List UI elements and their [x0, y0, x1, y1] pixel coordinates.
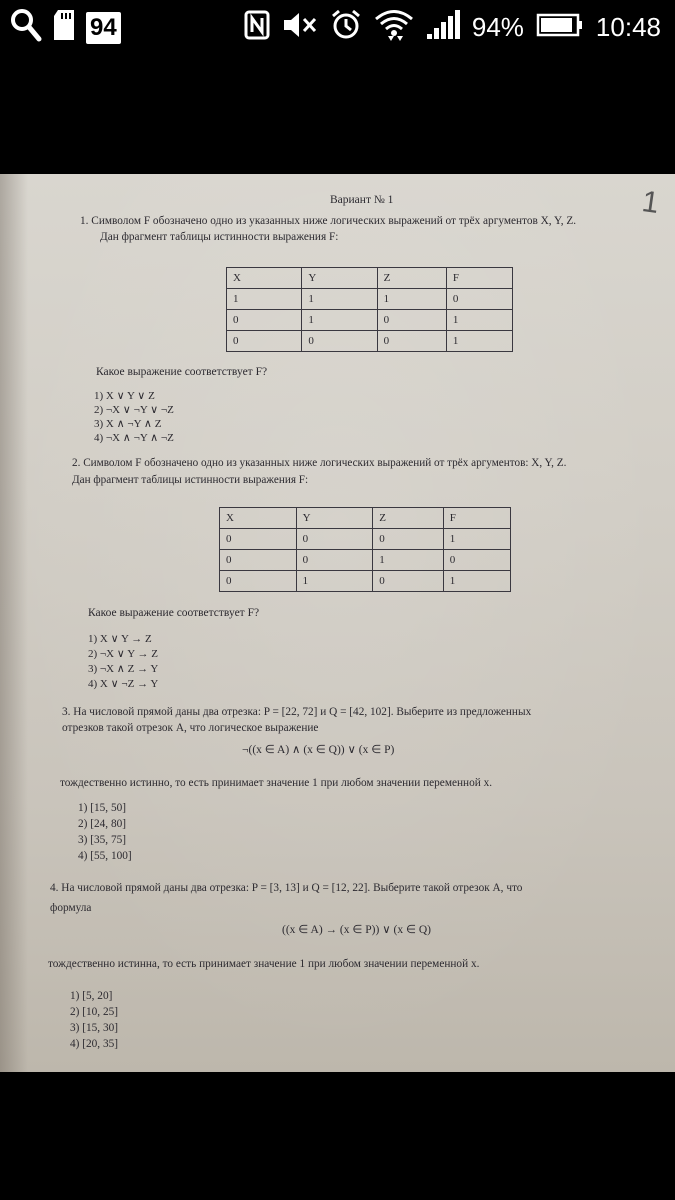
clock: 10:48 — [595, 12, 661, 42]
task4-line1: 4. На числовой прямой даны два отрезка: P = [3, 13] и Q = [12, 22]. Выберите такой отрезок A, что — [50, 882, 523, 894]
task1-truth-table — [226, 267, 513, 352]
task2-option: 2) ¬X ∨ Y → Z — [88, 648, 158, 660]
table-cell: 1 — [443, 529, 510, 550]
table-header-cell: X — [220, 508, 297, 529]
table-cell: 0 — [227, 310, 302, 331]
task2-line2: Дан фрагмент таблицы истинности выражения F: — [72, 474, 309, 486]
table-cell: 0 — [227, 331, 302, 352]
table-cell: 0 — [446, 289, 512, 310]
task2-option: 3) ¬X ∧ Z → Y — [88, 663, 159, 675]
table-cell: 0 — [296, 550, 373, 571]
photo-viewer[interactable] — [0, 174, 675, 1072]
table-cell: 0 — [377, 331, 446, 352]
table-header-cell: F — [446, 268, 512, 289]
task1-line2: Дан фрагмент таблицы истинности выражения F: — [100, 231, 339, 243]
battery-icon — [536, 12, 584, 43]
table-row — [227, 331, 513, 352]
table-header-cell: F — [443, 508, 510, 529]
signal-icon — [426, 10, 460, 45]
table-cell: 1 — [227, 289, 302, 310]
task4-line2: формула — [50, 902, 92, 914]
table-cell: 1 — [373, 550, 443, 571]
task4-option: 4) [20, 35] — [70, 1038, 119, 1050]
task2-option: 4) X ∨ ¬Z → Y — [88, 678, 159, 690]
task2-truth-table — [219, 507, 511, 592]
task1-option: 1) X ∨ Y ∨ Z — [94, 390, 155, 402]
table-header-cell: Z — [373, 508, 443, 529]
task2-question: Какое выражение соответствует F? — [88, 607, 260, 619]
page-mark: 1 — [639, 185, 661, 221]
task1-question: Какое выражение соответствует F? — [96, 366, 268, 378]
table-row — [227, 289, 513, 310]
sd-card-icon — [52, 8, 76, 47]
status-bar-left — [10, 8, 121, 47]
task3-option: 3) [35, 75] — [78, 834, 127, 846]
table-header-row — [220, 508, 511, 529]
task3-line2: отрезков такой отрезок A, что логическое выражение — [62, 722, 319, 734]
status-bar — [0, 0, 675, 50]
task1-option: 2) ¬X ∨ ¬Y ∨ ¬Z — [94, 404, 174, 416]
task3-line1: 3. На числовой прямой даны два отрезка: P = [22, 72] и Q = [42, 102]. Выберите из предложенных — [62, 706, 532, 718]
table-cell: 0 — [443, 550, 510, 571]
table-cell: 0 — [220, 550, 297, 571]
task4-option: 2) [10, 25] — [70, 1006, 119, 1018]
table-row — [220, 529, 511, 550]
table-cell: 0 — [220, 571, 297, 592]
task4-option: 1) [5, 20] — [70, 990, 113, 1002]
table-cell: 1 — [302, 289, 377, 310]
task3-option: 1) [15, 50] — [78, 802, 127, 814]
alarm-icon — [330, 9, 362, 46]
table-cell: 1 — [377, 289, 446, 310]
table-row — [220, 571, 511, 592]
table-cell: 1 — [443, 571, 510, 592]
task1-option: 3) X ∧ ¬Y ∧ Z — [94, 418, 162, 430]
table-row — [220, 550, 511, 571]
table-header-cell: Z — [377, 268, 446, 289]
task3-option: 2) [24, 80] — [78, 818, 127, 830]
table-cell: 0 — [220, 529, 297, 550]
table-row — [227, 310, 513, 331]
document-page — [0, 174, 675, 1072]
mute-icon — [282, 10, 318, 45]
task3-formula: ¬((x ∈ A) ∧ (x ∈ Q)) ∨ (x ∈ P) — [242, 744, 395, 756]
task4-formula: ((x ∈ A) → (x ∈ P)) ∨ (x ∈ Q) — [282, 924, 431, 936]
table-cell: 1 — [296, 571, 373, 592]
search-icon — [10, 8, 42, 47]
table-cell: 0 — [302, 331, 377, 352]
notification-count-badge: 94 — [86, 12, 121, 44]
wifi-icon — [374, 8, 414, 47]
table-cell: 1 — [302, 310, 377, 331]
table-header-cell: Y — [302, 268, 377, 289]
table-cell: 0 — [373, 571, 443, 592]
table-header-cell: Y — [296, 508, 373, 529]
task4-option: 3) [15, 30] — [70, 1022, 119, 1034]
task3-line3: тождественно истинно, то есть принимает значение 1 при любом значении переменной x. — [60, 777, 493, 789]
task4-line3: тождественно истинна, то есть принимает значение 1 при любом значении переменной x. — [48, 958, 480, 970]
table-cell: 0 — [296, 529, 373, 550]
task2-line1: 2. Символом F обозначено одно из указанных ниже логических выражений от трёх аргументов: X, Y, Z. — [72, 457, 567, 469]
table-header-row — [227, 268, 513, 289]
variant-title: Вариант № 1 — [330, 194, 394, 206]
task1-option: 4) ¬X ∧ ¬Y ∧ ¬Z — [94, 432, 174, 444]
task2-option: 1) X ∨ Y → Z — [88, 633, 152, 645]
task3-option: 4) [55, 100] — [78, 850, 132, 862]
table-cell: 0 — [377, 310, 446, 331]
task1-line1: 1. Символом F обозначено одно из указанных ниже логических выражений от трёх аргументов X, Y, Z. — [80, 215, 577, 227]
table-cell: 0 — [373, 529, 443, 550]
table-cell: 1 — [446, 310, 512, 331]
battery-percent: 94% — [471, 12, 524, 42]
table-header-cell: X — [227, 268, 302, 289]
nfc-icon — [244, 10, 270, 45]
status-bar-right — [244, 8, 661, 47]
table-cell: 1 — [446, 331, 512, 352]
